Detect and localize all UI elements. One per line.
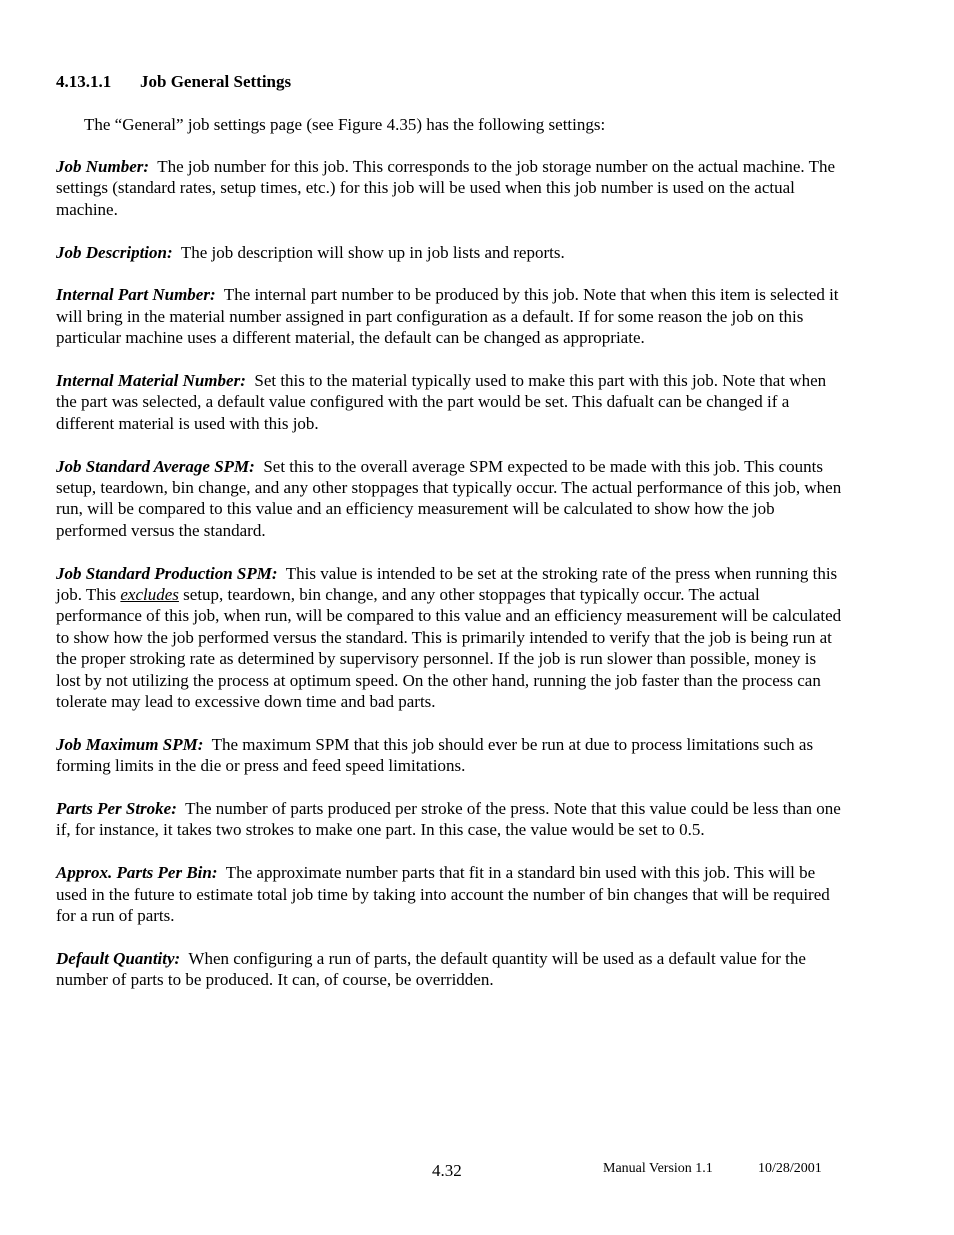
definition-text: The internal part number to be produced by this job. Note that when this item is selected it will bring in the material number assigned in part configuration as a default. If for some reason the job on this particular machine uses a different material, the default can be changed as appropriate. <box>56 285 839 348</box>
page-number: 4.32 <box>432 1161 462 1180</box>
term-job-maximum-spm: Job Maximum SPM: <box>56 734 204 754</box>
definition-job-number <box>56 156 844 220</box>
definition-parts-per-stroke <box>56 798 844 841</box>
definition-job-standard-production-spm <box>56 563 844 713</box>
definition-text: The number of parts produced per stroke of the press. Note that this value could be less than one if, for instance, it takes two strokes to make one part. In this case, the value would be set to 0.5. <box>56 799 841 840</box>
definition-text: The job number for this job. This corresponds to the job storage number on the actual machine. The settings (standard rates, setup times, etc.) for this job will be used when this job number is used on the actual machine. <box>56 157 836 219</box>
definition-default-quantity <box>56 948 844 991</box>
definition-text: The job description will show up in job lists and reports. <box>180 242 565 262</box>
definition-text: When configuring a run of parts, the default quantity will be used as a default value for the number of parts to be produced. It can, of course, be overridden. <box>56 948 806 990</box>
definition-approx-parts-per-bin <box>56 862 844 926</box>
definition-job-standard-average-spm <box>56 456 844 542</box>
definition-text: Set this to the overall average SPM expected to be made with this job. This counts setup, teardown, bin change, and any other stoppages that typically occur. The actual performance of this job, when run, will be compared to this value and an efficiency measurement will be calculated to show how the job performed versus the standard. <box>56 456 842 540</box>
definition-text-before: This value is intended to be set at the stroking rate of the press when running this job. This <box>56 563 838 605</box>
manual-version: Manual Version 1.1 <box>603 1161 713 1176</box>
intro-paragraph: The “General” job settings page (see Figure 4.35) has the following settings: <box>84 115 606 134</box>
section-title: Job General Settings <box>140 72 292 91</box>
term-default-quantity: Default Quantity: <box>56 948 181 968</box>
definition-job-description <box>56 242 844 263</box>
emphasis-excludes: excludes <box>120 585 179 605</box>
section-number: 4.13.1.1 <box>56 72 112 91</box>
definition-text: The approximate number parts that fit in a standard bin used with this job. This will be used in the future to estimate total job time by taking into account the number of bin changes that will be required for a run of parts. <box>56 863 830 926</box>
section-heading <box>56 71 291 92</box>
definition-text: The maximum SPM that this job should ever be run at due to process limitations such as forming limits in the die or press and feed speed limitations. <box>56 734 814 776</box>
definition-internal-part-number <box>56 284 844 348</box>
settings-definitions <box>56 156 844 1012</box>
term-job-standard-average-spm: Job Standard Average SPM: <box>56 456 255 476</box>
term-job-standard-production-spm: Job Standard Production SPM: <box>56 563 278 583</box>
term-parts-per-stroke: Parts Per Stroke: <box>56 799 177 819</box>
term-job-number: Job Number: <box>56 157 150 176</box>
term-job-description: Job Description: <box>56 242 173 262</box>
definition-job-maximum-spm <box>56 734 844 777</box>
term-approx-parts-per-bin: Approx. Parts Per Bin: <box>56 863 218 883</box>
term-internal-part-number: Internal Part Number: <box>56 285 216 305</box>
definition-text: Set this to the material typically used to make this part with this job. Note that when the part was selected, a default value configured with the part would be set. This dafualt can be changed if a different material is used with this job. <box>56 371 827 433</box>
definition-text-after: setup, teardown, bin change, and any other stoppages that typically occur. The actual performance of this job, when run, will be compared to this value and an efficiency measurement will be calculated to show how the job performed versus the standard. This is primarily intended to verify that the job is being run at the proper stroking rate as determined by supervisory personnel. If the job is run slower than possible, money is lost by not utilizing the process at optimum speed. On the other hand, running the job faster than the process can tolerate may lead to excessive down time and bad parts. <box>56 585 842 712</box>
definition-internal-material-number <box>56 370 844 434</box>
term-internal-material-number: Internal Material Number: <box>56 371 246 391</box>
manual-date: 10/28/2001 <box>758 1161 822 1176</box>
